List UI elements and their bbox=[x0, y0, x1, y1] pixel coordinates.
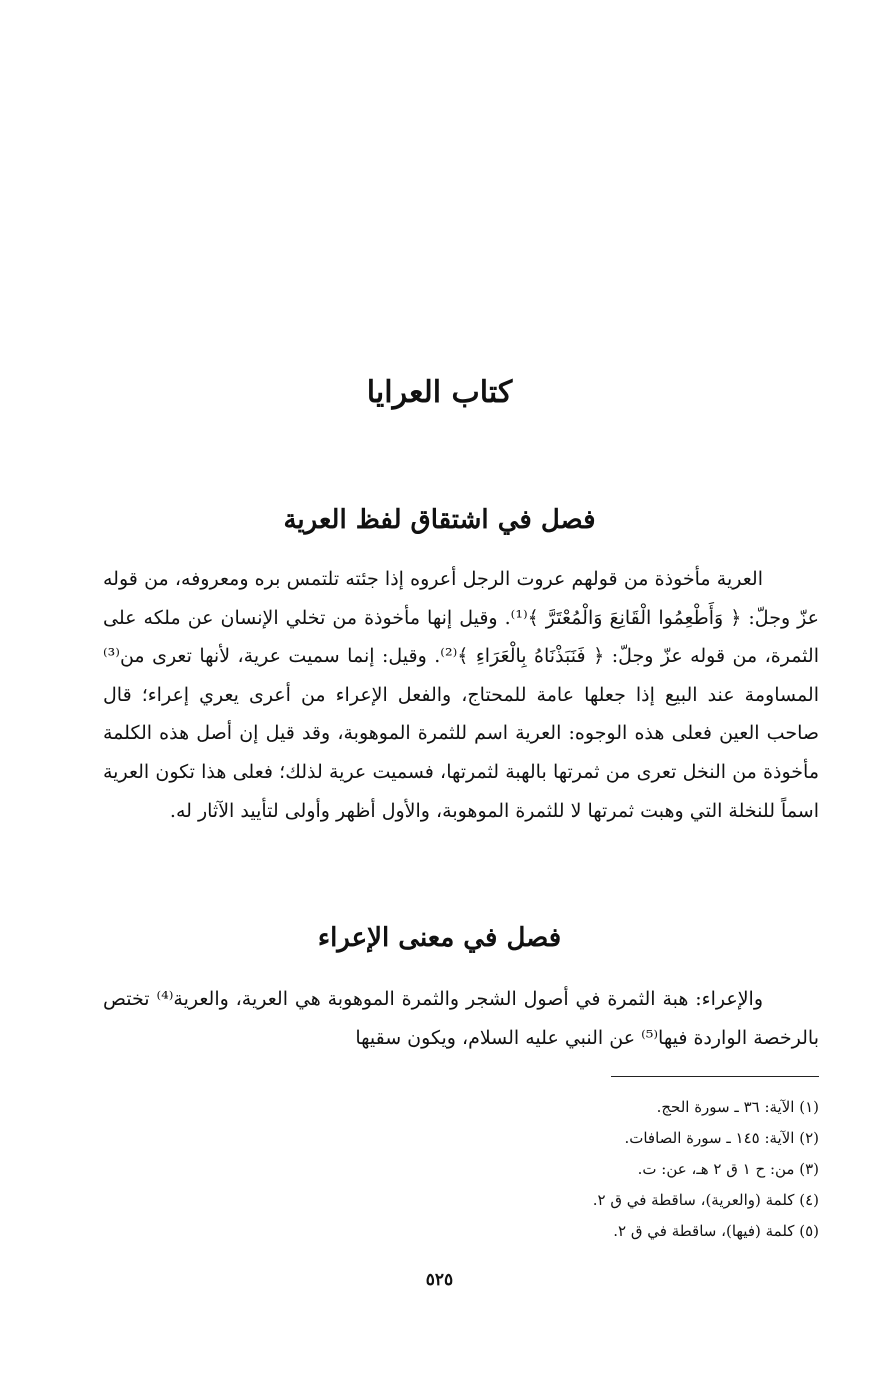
section-paragraph-etymology: العرية مأخوذة من قولهم عروت الرجل أعروه إذا جئته تلتمس بره ومعروفه، من قوله عزّ وجلّ: ﴿ وَأَطْعِمُوا الْقَانِعَ وَالْمُعْتَرَّ ﴾⁽¹⁾. وقيل إنها مأخوذة من تخلي الإنسان عن ملكه على الثمرة، من قوله عزّ وجلّ: ﴿ فَنَبَذْنَاهُ بِالْعَرَاءِ ﴾⁽²⁾. وقيل: إنما سميت عرية، لأنها تعرى من⁽³⁾ المساومة عند البيع إذا جعلها عامة للمحتاج، والفعل الإعراء من أعرى يعري إعراء؛ قال صاحب العين فعلى هذه الوجوه: العرية اسم للثمرة الموهوبة، وقد قيل إن أصل هذه الكلمة مأخوذة من النخل تعرى من ثمرتها بالهبة لثمرتها، فسميت عرية لذلك؛ فعلى هذا تكون العرية اسماً للنخلة التي وهبت ثمرتها لا للثمرة الموهوبة، والأول أظهر وأولى لتأييد الآثار له. bbox=[103, 568, 819, 822]
footnote-divider bbox=[611, 1076, 819, 1077]
section-heading-meaning: فصل في معنى الإعراء bbox=[317, 923, 562, 953]
footnote-item: (٢) الآية: ١٤٥ ـ سورة الصافات. bbox=[624, 1129, 819, 1147]
footnote-item: (٤) كلمة (والعرية)، ساقطة في ق ٢. bbox=[592, 1191, 819, 1209]
page-number: ٥٢٥ bbox=[425, 1270, 454, 1290]
book-title: كتاب العرايا bbox=[366, 375, 513, 410]
footnote-item: (٥) كلمة (فيها)، ساقطة في ق ٢. bbox=[613, 1222, 819, 1240]
footnotes-list bbox=[200, 1092, 819, 1247]
footnote-item: (٣) من: ح ١ ق ٢ هـ، عن: ت. bbox=[637, 1160, 819, 1178]
footnote-item: (١) الآية: ٣٦ ـ سورة الحج. bbox=[656, 1098, 819, 1116]
section-paragraph-meaning: والإعراء: هبة الثمرة في أصول الشجر والثمرة الموهوبة هي العرية، والعرية⁽⁴⁾ تختص بالرخصة الواردة فيها⁽⁵⁾ عن النبي عليه السلام، ويكون سقيها bbox=[103, 988, 819, 1049]
section-heading-etymology: فصل في اشتقاق لفظ العرية bbox=[283, 505, 596, 535]
